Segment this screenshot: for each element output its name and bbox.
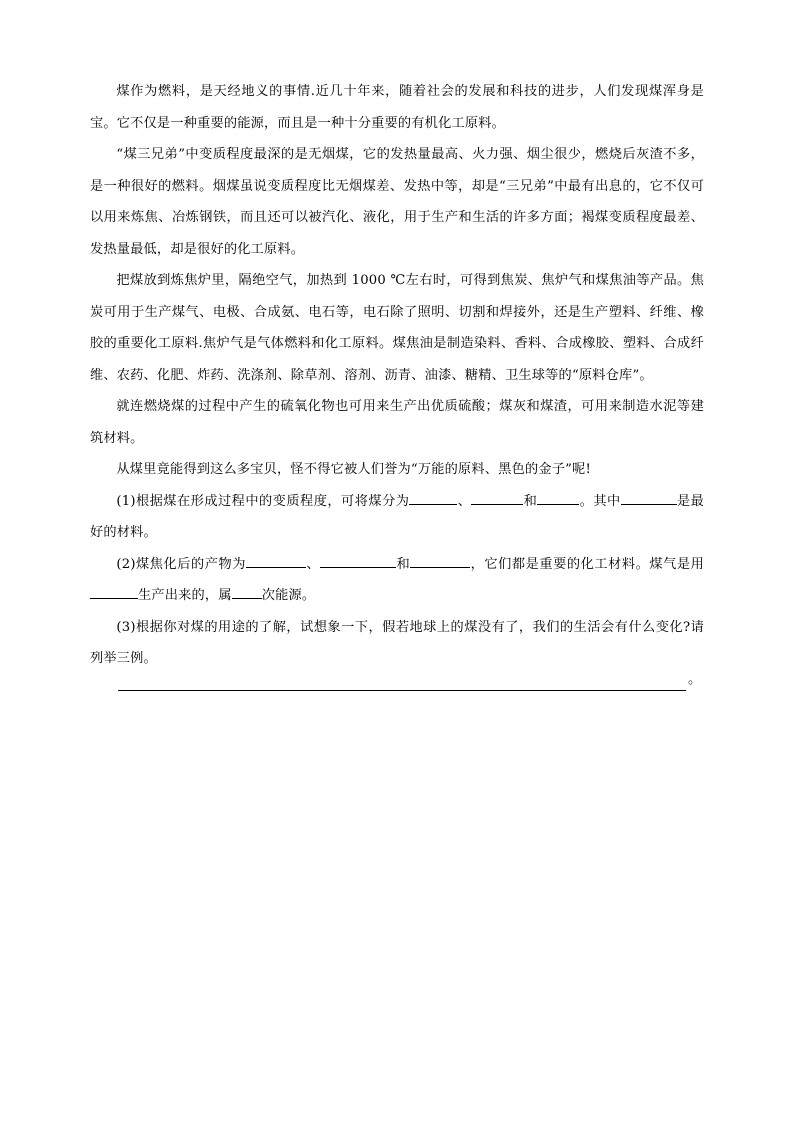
question-1-text-b: 。其中 bbox=[579, 493, 621, 509]
paragraph-2: “煤三兄弟”中变质程度最深的是无烟煤，它的发热量最高、火力强、烟尘很少，燃烧后灰渣不多，是一种很好的燃料。烟煤虽说变质程度比无烟煤差、发热中等，却是“三兄弟”中最有出息的，它不仅可以用来炼焦、冶炼钢铁，而且还可以被汽化、液化，用于生产和生活的许多方面；褐煤变质程度最差、发热量最低，却是很好的化工原料。 bbox=[90, 147, 704, 257]
document-page bbox=[90, 76, 705, 687]
question-2-text-c: 生产出来的，属 bbox=[138, 588, 232, 603]
answer-blank-1b[interactable] bbox=[471, 490, 523, 505]
paragraph-1: 煤作为燃料，是天经地义的事情.近几十年来，随着社会的发展和科技的进步，人们发现煤浑身是宝。它不仅是一种重要的能源，而且是一种十分重要的有机化工原料。 bbox=[90, 84, 704, 131]
question-2-text-b: ，它们都是重要的化工材料。煤气是用 bbox=[470, 556, 705, 572]
answer-line-3[interactable] bbox=[118, 676, 686, 691]
question-2-text-d: 次能源。 bbox=[261, 588, 316, 603]
question-1-text-a: (1)根据煤在形成过程中的变质程度，可将煤分为 bbox=[116, 493, 410, 509]
answer-blank-2c[interactable] bbox=[410, 553, 470, 568]
answer-blank-2b[interactable] bbox=[320, 553, 396, 568]
answer-blank-2a[interactable] bbox=[246, 553, 306, 568]
answer-blank-1c[interactable] bbox=[537, 490, 579, 505]
question-1-text-c: 是最好的材料。 bbox=[90, 493, 705, 540]
paragraph-5: 从煤里竟能得到这么多宝贝，怪不得它被人们誉为“万能的原料、黑色的金子”呢! bbox=[116, 462, 591, 477]
answer-blank-1d[interactable] bbox=[621, 490, 677, 505]
question-2-text-a: (2)煤焦化后的产物为 bbox=[116, 556, 247, 572]
answer-line-end-mark: 。 bbox=[688, 672, 702, 687]
question-2-sep-a: 、 bbox=[306, 556, 321, 572]
question-1-sep-b: 和 bbox=[523, 493, 538, 509]
paragraph-3: 把煤放到炼焦炉里，隔绝空气，加热到 1000 ℃左右时，可得到焦炭、焦炉气和煤焦油等产品。焦炭可用于生产煤气、电极、合成氨、电石等，电石除了照明、切割和焊接外，还是生产塑料、纤维、橡胶的重要化工原料.焦炉气是气体燃料和化工原料。煤焦油是制造染料、香料、合成橡胶、塑料、合成纤维、农药、化肥、炸药、洗涤剂、除草剂、溶剂、沥青、油漆、糖精、卫生球等的“原料仓库”。 bbox=[90, 273, 704, 383]
answer-blank-1a[interactable] bbox=[409, 490, 457, 505]
paragraph-4: 就连燃烧煤的过程中产生的硫氧化物也可用来生产出优质硫酸；煤灰和煤渣，可用来制造水泥等建筑材料。 bbox=[90, 399, 704, 446]
question-1-sep-a: 、 bbox=[457, 493, 472, 509]
question-1 bbox=[90, 486, 704, 549]
question-2-sep-b: 和 bbox=[396, 556, 411, 572]
answer-blank-2e[interactable] bbox=[232, 584, 262, 599]
answer-blank-2d[interactable] bbox=[90, 584, 138, 599]
question-3: (3)根据你对煤的用途的了解，试想象一下，假若地球上的煤没有了，我们的生活会有什么变化?请列举三例。 bbox=[90, 619, 704, 666]
question-2 bbox=[90, 549, 704, 612]
